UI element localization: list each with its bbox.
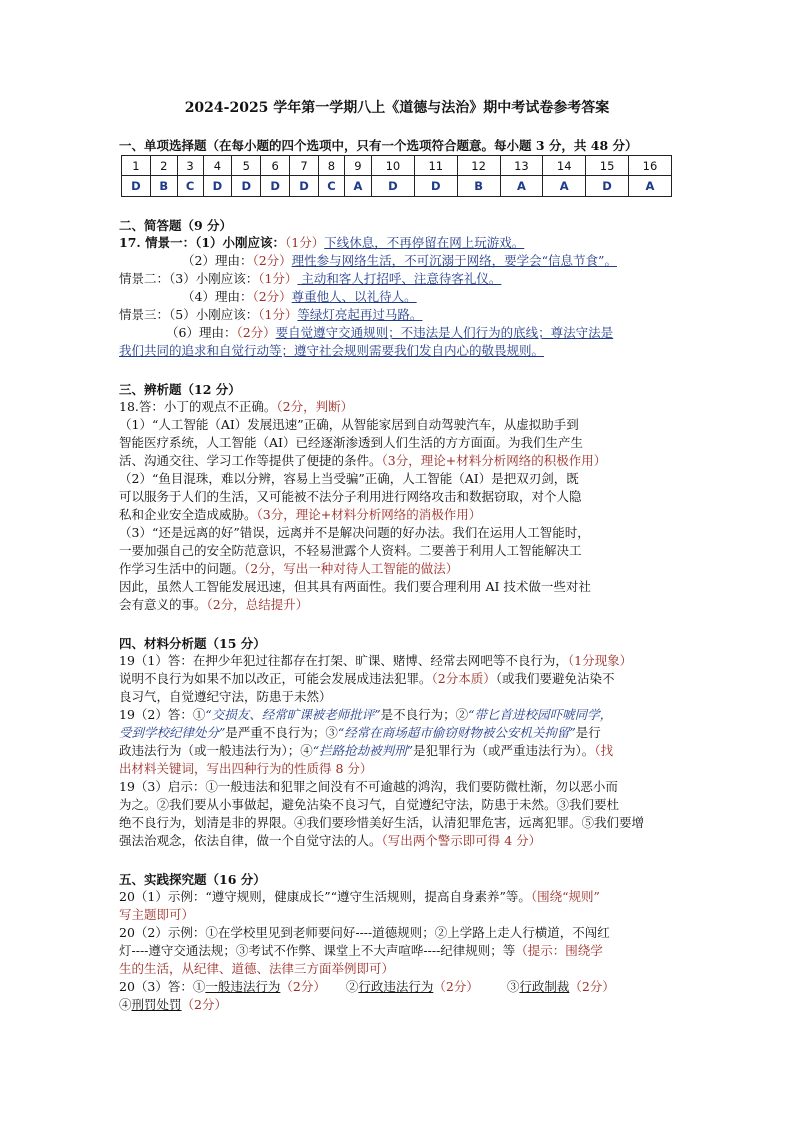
- answer-line: [119, 560, 458, 578]
- section-5-heading: 五、实践探究题（16 分）: [119, 872, 266, 887]
- answer-text: 刑罚处罚: [131, 997, 182, 1012]
- answer-text: 行政制裁: [519, 979, 570, 994]
- score-note: （写出两个警示即可得 4 分）: [381, 833, 542, 848]
- score-note: 生的生活，从纪律、道德、法律三方面举例即可）: [119, 961, 395, 976]
- answer-line: [119, 306, 422, 324]
- answer-text: ③: [506, 979, 520, 994]
- answer-cell: A: [344, 176, 371, 197]
- answer-text: 我们共同的追求和自觉行动等；遵守社会规则需要我们发自内心的敬畏规则。: [119, 343, 545, 358]
- answer-text: 是犯罪行为（或严重违法行为）。: [413, 743, 595, 758]
- answer-text: 行政违法行为: [358, 979, 434, 994]
- answer-cell: C: [319, 176, 345, 197]
- question-number: 14: [543, 156, 586, 176]
- answer-line: [119, 724, 601, 742]
- score-note: （3分，理论+材料分析网络的消极作用）: [256, 507, 482, 522]
- question-number: 5: [232, 156, 261, 176]
- answer-line: [119, 596, 308, 614]
- answer-line: [119, 270, 501, 288]
- answer-line: 为之。②我们要从小事做起，避免沾染不良习气，自觉遵纪守法，防患于未然。③我们要杜: [119, 797, 620, 812]
- answer-text: 19（2）答：①: [119, 707, 206, 722]
- answer-line: 良习气，自觉遵纪守法，防患于未然）: [119, 689, 332, 704]
- quoted-material: “带匕首进校园吓唬同学，: [468, 707, 613, 722]
- answer-text: 尊重他人、以礼待人。: [291, 289, 417, 304]
- answer-line: （2）“鱼目混珠，难以分辨，容易上当受骗”正确，人工智能（AI）是把双刃剑，既: [119, 471, 579, 486]
- question-number: 2: [150, 156, 177, 176]
- section-2-heading: 二、简答题（9 分）: [119, 218, 233, 233]
- answer-cell: D: [290, 176, 319, 197]
- answer-line: [119, 398, 353, 416]
- question-number: 11: [414, 156, 457, 176]
- answer-line: 20（2）示例：①在学校里见到老师要问好----道德规则；②上学路上走人行横道，不闯红: [119, 925, 610, 940]
- answer-cell: D: [586, 176, 629, 197]
- answer-text: 私和企业安全造成威胁。: [119, 507, 257, 522]
- answer-cell: A: [628, 176, 671, 197]
- quoted-material: “经常在商场超市偷窃财物被公安机关拘留”: [337, 725, 576, 740]
- question-number: 1: [122, 156, 151, 176]
- quoted-material: “拦路抢劫被判刑”: [312, 743, 414, 758]
- score-note: （1分）: [258, 307, 298, 322]
- answer-text: 18.答：小丁的观点不正确。: [119, 399, 277, 414]
- answer-text: 下线休息，不再停留在网上玩游戏。: [324, 235, 525, 250]
- answer-text: 是行: [575, 725, 601, 740]
- section-1-heading: 一、单项选择题（在每小题的四个选项中，只有一个选项符合题意。每小题 3 分，共 48 分）: [119, 138, 638, 153]
- score-note: （1分现象）: [567, 653, 633, 668]
- answer-text: 是不良行为；②: [380, 707, 469, 722]
- answer-cell: C: [177, 176, 203, 197]
- answer-text: 理性参与网络生活，不可沉溺于网络，要学会“信息节食”。: [291, 253, 617, 268]
- line-label: 情景三：（5）小刚应该：: [119, 307, 259, 322]
- answer-text: （或我们要避免沾染不: [495, 671, 615, 686]
- answer-line: （1）“人工智能（AI）发展迅速”正确，从智能家居到自动驾驶汽车，从虚拟助手到: [119, 417, 579, 432]
- answer-line: [119, 888, 600, 906]
- answer-text: 20（1）示例：“遵守规则，健康成长”“遵守生活规则，提高自身素养”等。: [119, 889, 531, 904]
- score-note: （提示：围绕学: [515, 943, 603, 958]
- question-number: 6: [261, 156, 290, 176]
- line-label: （4）理由：: [182, 289, 253, 304]
- answer-line: （3）“还是远离的好”错误，远离并不是解决问题的好办法。我们在运用人工智能时，: [119, 525, 590, 540]
- answer-cell: D: [414, 176, 457, 197]
- answer-line: [119, 506, 481, 524]
- line-label: 17. 情景一：（1）小刚应该：: [119, 235, 286, 250]
- score-note: （2分，判断）: [276, 399, 354, 414]
- answer-line: 一要加强自己的安全防范意识，不轻易泄露个人资料。二要善于利用人工智能解决工: [119, 543, 582, 558]
- score-note: 出材料关键词，写出四种行为的性质得 8 分）: [119, 761, 373, 776]
- answer-text: ②: [345, 979, 359, 994]
- answer-text: 一般违法行为: [205, 979, 281, 994]
- score-note: （2分本质）: [431, 671, 496, 686]
- answer-cell: D: [122, 176, 151, 197]
- answer-line: 可以服务于人们的生活，又可能被不法分子利用进行网络攻击和数据窃取，对个人隐: [119, 489, 582, 504]
- answer-line: 因此，虽然人工智能发展迅速，但其具有两面性。我们要合理利用 AI 技术做一些对社: [119, 579, 591, 594]
- answer-cell: A: [500, 176, 543, 197]
- score-note: （找: [594, 743, 614, 758]
- answer-text: 是严重不良行为；③: [225, 725, 338, 740]
- answer-text: 20（3）答：①: [119, 979, 206, 994]
- quoted-material: “交损友、经常旷课被老师批评”: [205, 707, 381, 722]
- question-number: 16: [628, 156, 671, 176]
- score-note: （1分）: [285, 235, 325, 250]
- answer-line: [119, 978, 615, 996]
- score-note: （2分）: [236, 325, 276, 340]
- answer-line: 智能医疗系统，人工智能（AI）已经逐渐渗透到人们生活的方方面面。为我们生产生: [119, 435, 583, 450]
- question-number: 12: [457, 156, 500, 176]
- line-label: （6）理由：: [166, 325, 237, 340]
- answer-cell: B: [150, 176, 177, 197]
- answer-cell: A: [543, 176, 586, 197]
- section-4-heading: 四、材料分析题（15 分）: [119, 636, 266, 651]
- section-3-heading: 三、辨析题（12 分）: [119, 382, 241, 397]
- answer-text: ④: [119, 997, 132, 1012]
- answer-line: [119, 452, 606, 470]
- answer-line: [119, 832, 541, 850]
- question-number: 15: [586, 156, 629, 176]
- line-label: 情景二：（3）小刚应该：: [119, 271, 259, 286]
- answer-line: [119, 652, 632, 670]
- answer-text: 主动和客人打招呼、注意待客礼仪。: [297, 271, 502, 286]
- score-note: （2分）: [433, 979, 479, 994]
- answer-cell: D: [232, 176, 261, 197]
- question-number: 9: [344, 156, 371, 176]
- answer-cell: D: [372, 176, 415, 197]
- answer-row: [122, 176, 672, 197]
- answer-text: 19（1）答：在押少年犯过往都存在打架、旷课、赌博、经常去网吧等不良行为，: [119, 653, 568, 668]
- question-number: 4: [203, 156, 232, 176]
- answer-cell: B: [457, 176, 500, 197]
- answer-text: 作学习生活中的问题。: [119, 561, 245, 576]
- answer-line: [119, 942, 603, 960]
- score-note: （2分）: [569, 979, 615, 994]
- question-number: 10: [372, 156, 415, 176]
- answer-text: 会有意义的事。: [119, 597, 207, 612]
- question-number: 7: [290, 156, 319, 176]
- answer-line: [119, 996, 227, 1014]
- answer-line: [119, 742, 613, 760]
- score-note: （2分，总结提升）: [206, 597, 309, 612]
- answer-line: 19（3）启示：①一般违法和犯罪之间没有不可逾越的鸿沟，我们要防微杜渐，勿以恶小而: [119, 779, 618, 794]
- score-note: （2分，写出一种对待人工智能的做法）: [244, 561, 459, 576]
- answer-line: 绝不良行为，划清是非的界限。④我们要珍惜美好生活，认清犯罪危害，远离犯罪。⑤我们要增: [119, 815, 645, 830]
- score-note: （1分）: [258, 271, 298, 286]
- answer-table: [121, 155, 672, 197]
- answer-text: 强法治观念，依法自律，做一个自觉守法的人。: [119, 833, 382, 848]
- answer-text: 等绿灯亮起再过马路。: [297, 307, 423, 322]
- answer-text: 要自觉遵守交通规则；不违法是人们行为的底线；尊法守法是: [275, 325, 614, 340]
- question-number-row: [122, 156, 672, 176]
- question-number: 3: [177, 156, 203, 176]
- score-note: （2分）: [181, 997, 227, 1012]
- score-note: 写主题即可）: [119, 907, 195, 922]
- answer-cell: D: [203, 176, 232, 197]
- answer-text: 说明不良行为如果不加以改正，可能会发展成违法犯罪。: [119, 671, 432, 686]
- question-number: 8: [319, 156, 345, 176]
- answer-cell: D: [261, 176, 290, 197]
- line-label: （2）理由：: [182, 253, 253, 268]
- answer-line: [119, 706, 612, 724]
- score-note: （2分）: [280, 979, 326, 994]
- question-number: 13: [500, 156, 543, 176]
- answer-text: 活、沟通交往、学习工作等提供了便捷的条件。: [119, 453, 382, 468]
- answer-line: [119, 670, 614, 688]
- quoted-material: 受到学校纪律处分”: [119, 725, 226, 740]
- answer-line: [182, 252, 617, 270]
- page-title: 2024-2025 学年第一学期八上《道德与法治》期中考试卷参考答案: [184, 100, 610, 116]
- answer-line: [166, 324, 613, 342]
- score-note: （3分，理论+材料分析网络的积极作用）: [381, 453, 607, 468]
- answer-line: [119, 234, 524, 252]
- score-note: （2分）: [252, 289, 292, 304]
- score-note: （2分）: [252, 253, 292, 268]
- answer-text: 政违法行为（或一般违法行为）；④: [119, 743, 313, 758]
- answer-line: [182, 288, 417, 306]
- score-note: （围绕“规则”: [530, 889, 600, 904]
- answer-text: 灯----遵守交通法规；③考试不作弊、课堂上不大声喧哗----纪律规则；等: [119, 943, 516, 958]
